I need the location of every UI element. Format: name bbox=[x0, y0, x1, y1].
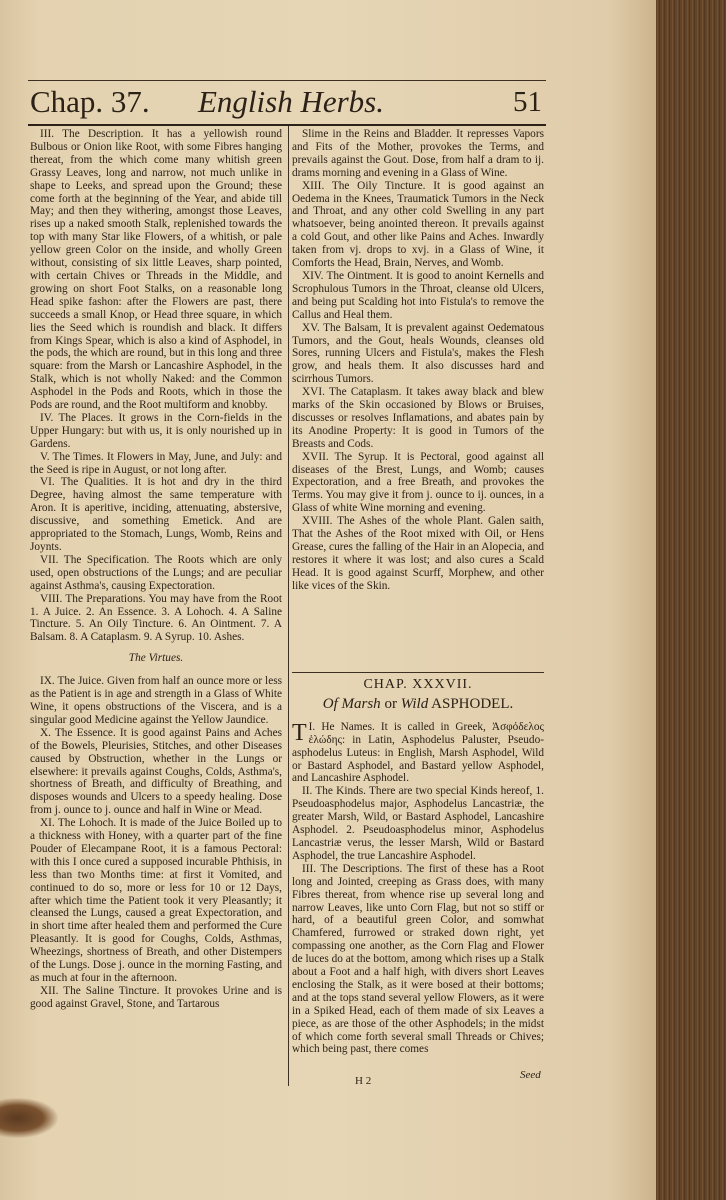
paragraph: VII. The Specification. The Roots which are only used, open obstructions of the Lungs; and are peculiar against Asthma's, causing Expectoration. bbox=[30, 553, 282, 592]
header-rule bbox=[28, 124, 546, 126]
paragraph: XVII. The Syrup. It is Pectoral, good against all diseases of the Brest, Lungs, and Womb; causes Expectoration, and a free Breath, and provokes the Terms. You may give it from j. ounce to ij. ounces, in a Glass of white Wine morning and evening. bbox=[292, 450, 544, 515]
paper-stain bbox=[0, 1098, 58, 1138]
paragraph: Slime in the Reins and Bladder. It represses Vapors and Fits of the Mother, provokes the Terms, and prevails against the Gout. Dose, from half a dram to ij. drams morning and evening in a Glass of Wine. bbox=[292, 128, 544, 179]
paragraph: V. The Times. It Flowers in May, June, and July: and the Seed is ripe in August, or not long after. bbox=[30, 450, 282, 476]
paragraph: IX. The Juice. Given from half an ounce more or less as the Patient is in age and strength in a Glass of White Wine, it opens obstructions of the Viscera, and is a singular good Medicine against the Yellow Jaundice. bbox=[30, 675, 282, 726]
paragraph: XIV. The Ointment. It is good to anoint Kernells and Scrophulous Tumors in the Throat, cleanse old Ulcers, and being put Scalding hot into Fistula's to remove the Callus and Heal them. bbox=[292, 269, 544, 321]
paragraph: X. The Essence. It is good against Pains and Aches of the Bowels, Pleurisies, Stitches, and other Diseases caused by Obstruction, whether in the Lungs or elsewhere: it prevails against Coughs, Colds, Asthma's, shortness of Breath, and difficulty of Breathing, and disposes wounds and Ulcers to a speedy healing. Dose from j. ounce to j. ounce and half in Wine or Mead. bbox=[30, 726, 282, 817]
paragraph: III. The Description. It has a yellowish round Bulbous or Onion like Root, with some Fibres hanging thereat, from the which come many whitish green Grassy Leaves, long and narrow, not much unlike in shape to Leeks, and spread upon the Ground; these come forth at the beginning of the Year, and abide till May; and then they withering, amongst those Leaves, rises up a naked smooth Stalk, replenished towards the top with many Star like Flowers, of a whitish, or pale yellow green Color on the inside, and wholly Green without, consisting of six little Leaves, sharp pointed, with certain Chives or Threads in the Middle, and growing on short Foot Stalks, on a reasonable long Head spike fashon: after the Flowers are past, there succeeds a small Knop, or Head three square, in which lies the Seed which is roundish and black. It differs from Kings Spear, which is also a kind of Asphodel, in the pods, the which are round, but in this long and three square: from the Marsh or Lancashire Asphodel, in the Stalk, which is not wholly Naked: and the Common Asphodel in the Pods and Roots, which in those the Pods are round, and the Root multiform and knobby. bbox=[30, 128, 282, 412]
chapter-title-part: ASPHODEL. bbox=[431, 695, 514, 712]
paragraph: XII. The Saline Tincture. It provokes Urine and is good against Gravel, Stone, and Tartarous bbox=[30, 984, 282, 1010]
chapter-title-part: or bbox=[384, 695, 397, 712]
paragraph: XVI. The Cataplasm. It takes away black and blew marks of the Skin occasioned by Blows or Bruises, discusses or resolves Inflamations, and abates pain by its Anodine Property: It is good in Tumors of the Breasts and Cods. bbox=[292, 386, 544, 450]
names-paragraph bbox=[292, 721, 544, 786]
page-number: 51 bbox=[513, 86, 542, 118]
virtues-heading: The Virtues. bbox=[128, 652, 184, 665]
right-column bbox=[292, 128, 544, 593]
paragraph: XV. The Balsam, It is prevalent against Oedematous Tumors, and the Gout, heals Wounds, cleanses old Sores, running Ulcers and Fistula's, makes the Flesh grow, and heals them. It also discusses hard and scirrhous Tumors. bbox=[292, 321, 544, 386]
left-column bbox=[30, 128, 282, 1011]
page-header bbox=[28, 84, 546, 122]
paragraph: III. The Descriptions. The first of these has a Root long and Jointed, creeping as Grass does, with many Fibres thereat, from whence rise up several long and narrow Leaves, like unto Corn Flag, but not so stiff or hard, of a beautiful green Color, and somwhat Chamfered, furrowed or straked down right, yet compassing one another, as the Corn Flag and Flower de luces do at the bottom, among which rises up a Stalk about a Foot and a half high, with divers short Leaves enclosing the Stalk, as it were bosed at their bottoms; and at the tops stand several yellow Flowers, as it were in a Spiked Head, each of them made of six Leaves a piece, as are those of the other Asphodels; in the midst of which come forth several small Threads or Chives; which being past, there comes bbox=[292, 862, 544, 1056]
paragraph: IV. The Places. It grows in the Corn-fields in the Upper Hungary: but with us, it is only nourished up in Gardens. bbox=[30, 411, 282, 450]
paragraph: XIII. The Oily Tincture. It is good against an Oedema in the Knees, Traumatick Tumors in the Neck and Throat, and any other cold Swelling in any part whatsoever, being anointed thereon. It prevails against a cold Gout, and other like Pains and Aches. Inwardly taken from vj. drops to xvj. in a Glass of Wine, it Comforts the Head, Brain, Nerves, and Womb. bbox=[292, 179, 544, 270]
paragraph: XI. The Lohoch. It is made of the Juice Boiled up to a thickness with Honey, with a quarter part of the fine Pouder of Elecampane Root, it is a famous Pectoral: with this I once cured a supposed incurable Phthisis, in less than two Months time: at first it Vomited, and continued to do so, more or less for 10 or 12 Days, after which time the Patient took it very Pleasantly; it cleansed the Lungs, caused a great Expectoration, and in short time after healed them and performed the Cure Pleasantly. It is good for Coughs, Colds, Asthmas, Wheezings, shortness of Breath, and other Distempers of the Lungs. Dose j. ounce in the morning Fasting, and as much at four in the afternoon. bbox=[30, 817, 282, 984]
chapter-title-part: Of Marsh bbox=[322, 695, 381, 712]
top-rule bbox=[28, 80, 546, 81]
chapter-title-part: Wild bbox=[400, 695, 429, 712]
running-title: English Herbs. bbox=[198, 84, 384, 119]
catchword: Seed bbox=[520, 1069, 541, 1081]
paragraph-text: I. He Names. It is called in Greek, Ἀσφόδελος ἑλώδης: in Latin, Asphodelus Paluster, Pseudo-asphodelus Luteus: in English, Marsh Asphodel, Wild or Bastard Asphodel, and Bastard yellow Asphodel, and Lancashire Asphodel. bbox=[292, 720, 544, 785]
paragraph: VI. The Qualities. It is hot and dry in the third Degree, having almost the same temperature with Aron. It is aperitive, inciding, attenuating, abstersive, discussive, and something Emetick. And are appropriated to the Stomach, Lungs, Womb, Reins and Joynts. bbox=[30, 476, 282, 553]
drop-cap: T bbox=[292, 719, 307, 746]
paragraph: XVIII. The Ashes of the whole Plant. Galen saith, That the Ashes of the Root mixed with Oil, or Hens Grease, cures the falling of the Hair in an Alopecia, and restores it where it was lost; and also cures a Scald Head. It is good against Scurff, Morphew, and other like vices of the Skin. bbox=[292, 515, 544, 592]
section-rule bbox=[292, 672, 544, 673]
paragraph: VIII. The Preparations. You may have from the Root 1. A Juice. 2. An Essence. 3. A Lohoch. 4. A Saline Tincture. 5. An Oily Tincture. 6. An Ointment. 7. A Balsam. 8. A Cataplasm. 9. A Syrup. 10. Ashes. bbox=[30, 592, 282, 644]
chapter-heading: CHAP. XXXVII. bbox=[363, 677, 473, 692]
column-divider bbox=[288, 126, 289, 1086]
signature-mark: H 2 bbox=[355, 1075, 372, 1087]
chapter-number: Chap. 37. bbox=[30, 84, 150, 119]
page-edges bbox=[656, 0, 726, 1200]
paragraph: II. The Kinds. There are two special Kinds hereof, 1. Pseudoasphodelus major, Asphodelus Lancastriæ, the greater Marsh, Wild, or Bastard Asphodel, Lancashire Asphodel. 2. Pseudoasphodelus minor, Asphodelus Lancastriæ verus, the lesser Marsh, Wild or Bastard Asphodel, the true Lancashire Asphodel. bbox=[292, 785, 544, 862]
chapter-title bbox=[292, 695, 544, 712]
chapter-37-section bbox=[292, 668, 544, 1056]
